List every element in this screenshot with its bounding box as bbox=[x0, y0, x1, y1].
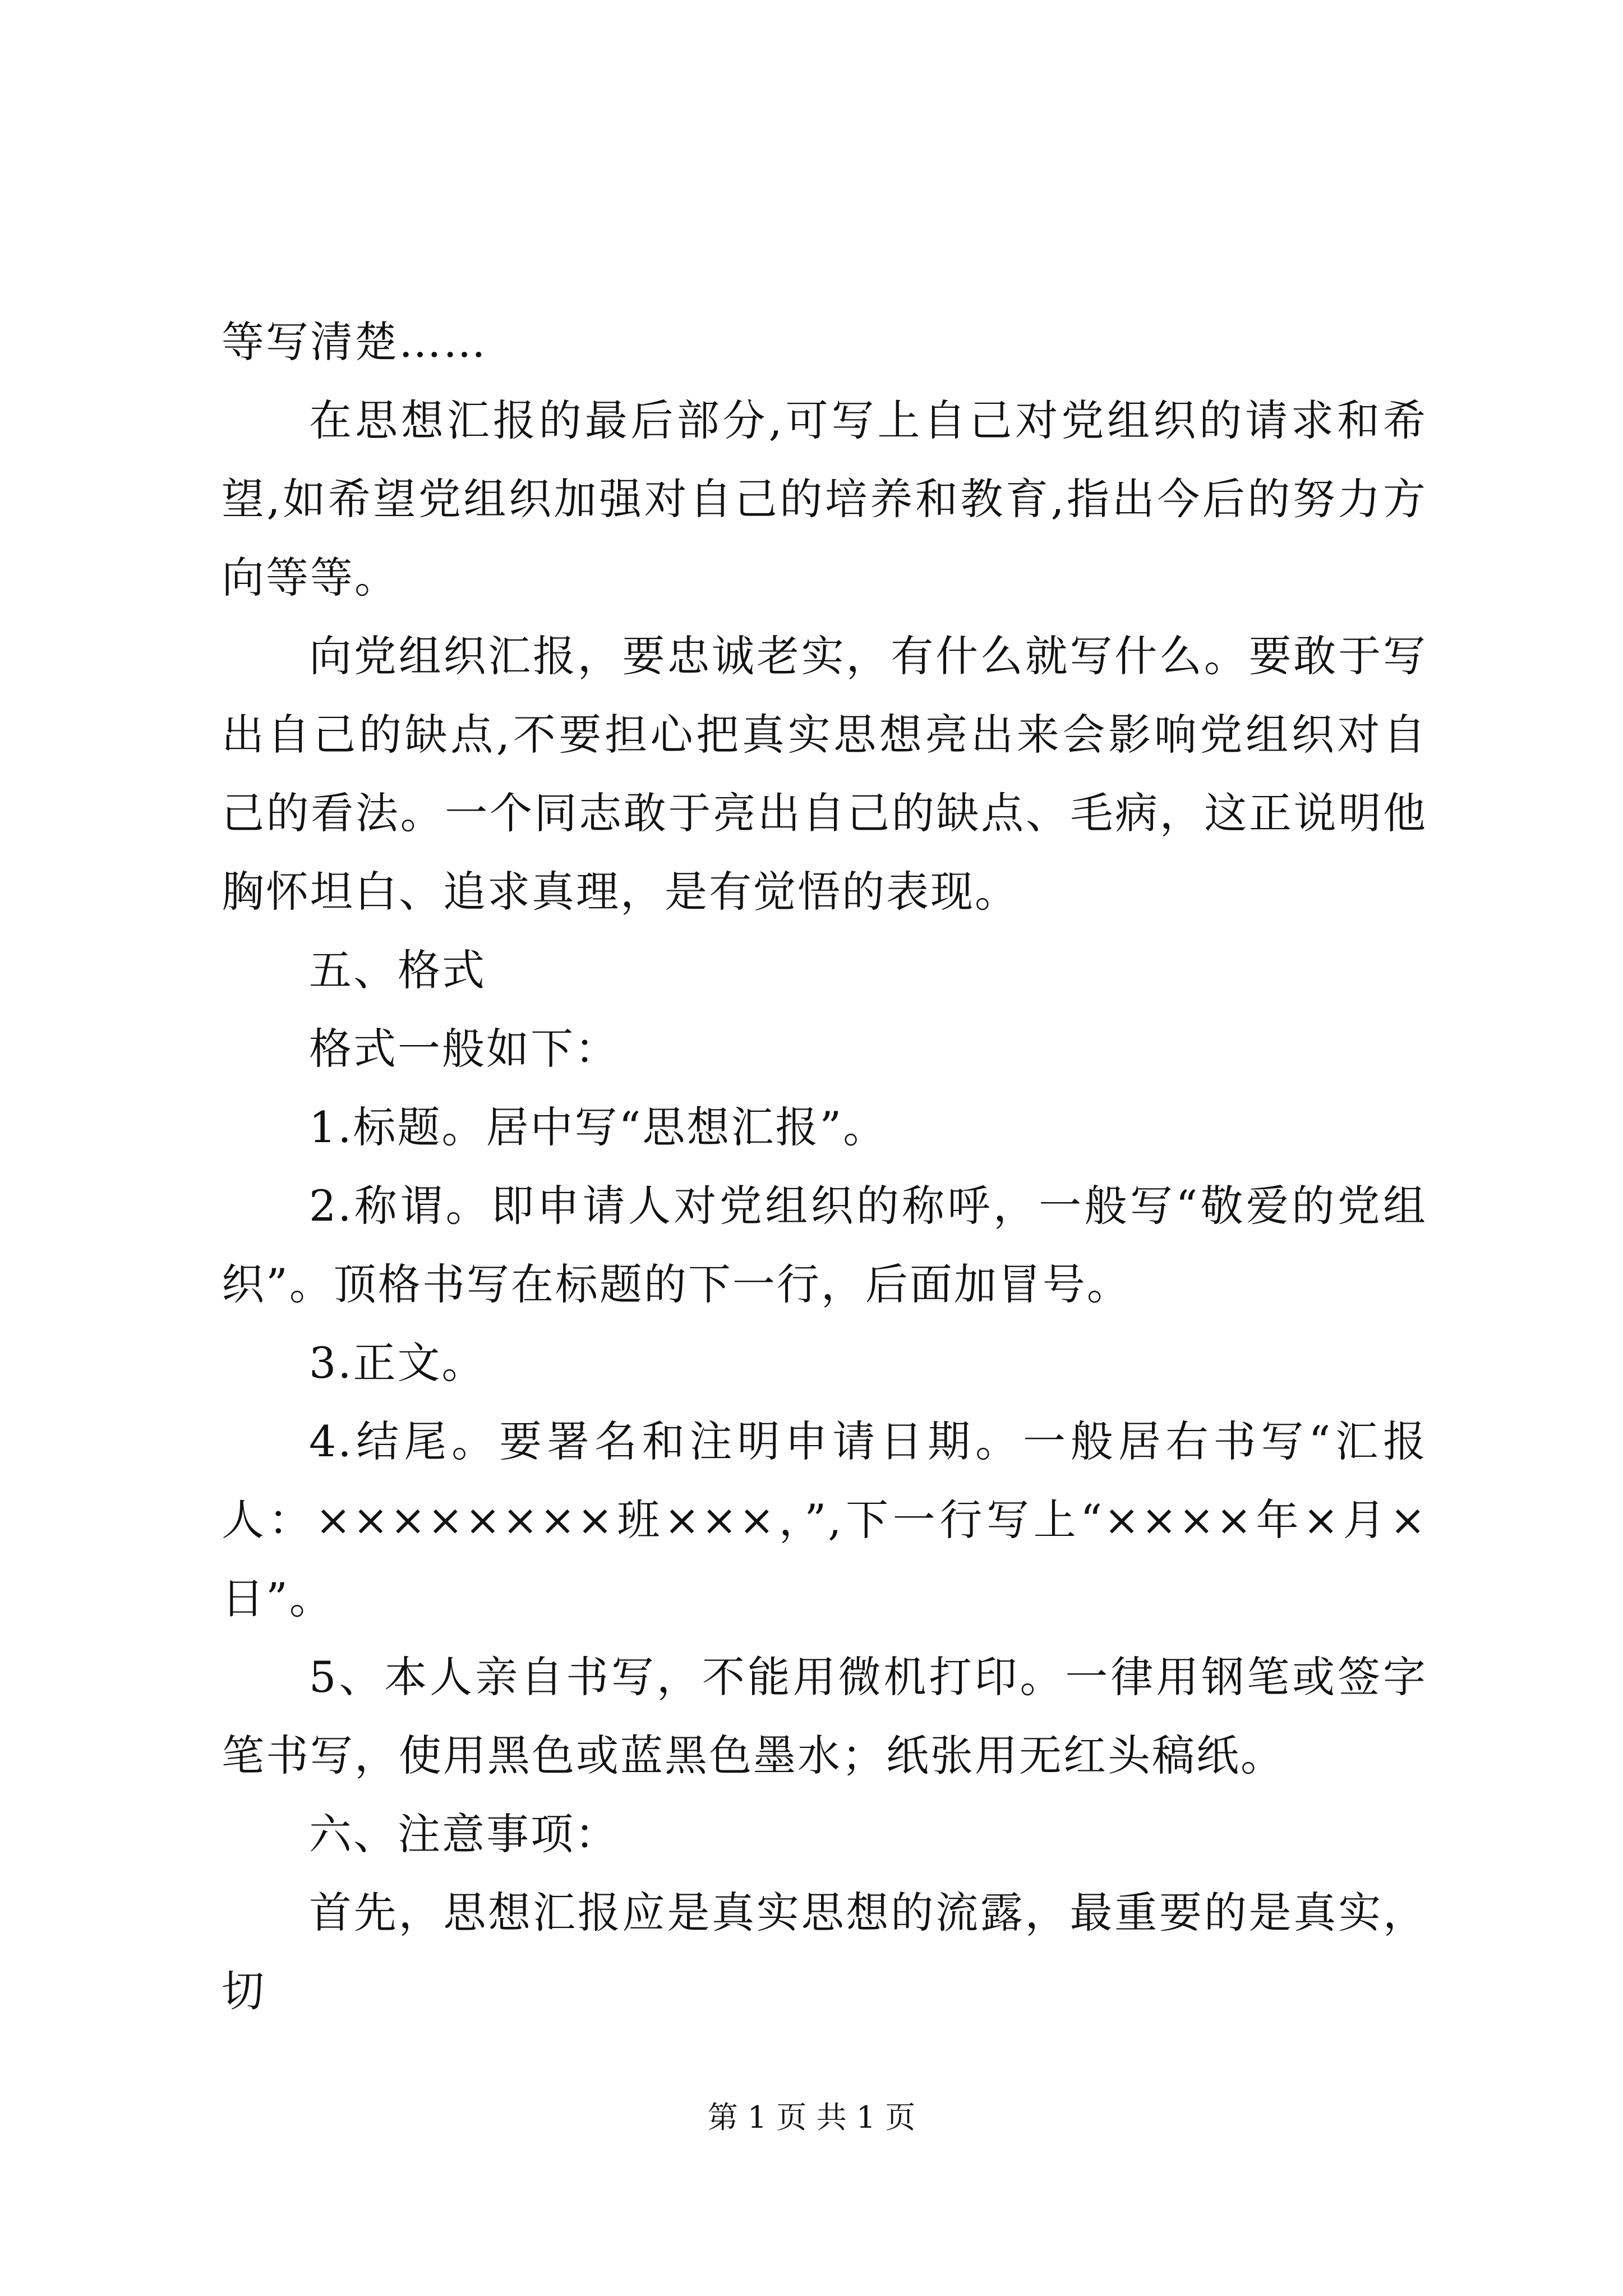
paragraph-5: 格式一般如下： bbox=[309, 1024, 619, 1074]
paragraph-12: 首先，思想汇报应是真实思想的流露，最重要的是真实，切 bbox=[222, 1888, 1427, 2016]
paragraph-2: 在思想汇报的最后部分,可写上自己对党组织的请求和希望,如希望党组织加强对自己的培养和教育,指出今后的努力方向等等。 bbox=[222, 395, 1427, 602]
list-item-1: 1.标题。居中写“思想汇报”。 bbox=[309, 1102, 888, 1152]
section-heading-format: 五、格式 bbox=[309, 945, 486, 995]
paragraph-1: 等写清楚…… bbox=[222, 317, 487, 367]
list-item-2: 2.称谓。即申请人对党组织的称呼，一般写“敬爱的党组织”。顶格书写在标题的下一行，后面加冒号。 bbox=[222, 1181, 1427, 1309]
section-heading-notes: 六、注意事项： bbox=[309, 1809, 619, 1859]
paragraph-3: 向党组织汇报，要忠诚老实，有什么就写什么。要敢于写出自己的缺点,不要担心把真实思想亮出来会影响党组织对自己的看法。一个同志敢于亮出自己的缺点、毛病，这正说明他胸怀坦白、追求真理，是有觉悟的表现。 bbox=[222, 631, 1427, 917]
list-item-4: 4.结尾。要署名和注明申请日期。一般居右书写“汇报人：××××××××班×××，”,下一行写上“××××年×月×日”。 bbox=[222, 1416, 1427, 1623]
document-body bbox=[222, 303, 1427, 2031]
list-item-3: 3.正文。 bbox=[309, 1338, 486, 1388]
list-item-5: 5、本人亲自书写，不能用微机打印。一律用钢笔或签字笔书写，使用黑色或蓝黑色墨水；纸张用无红头稿纸。 bbox=[222, 1652, 1427, 1780]
page-footer: 第 1 页 共 1 页 bbox=[707, 2100, 916, 2135]
